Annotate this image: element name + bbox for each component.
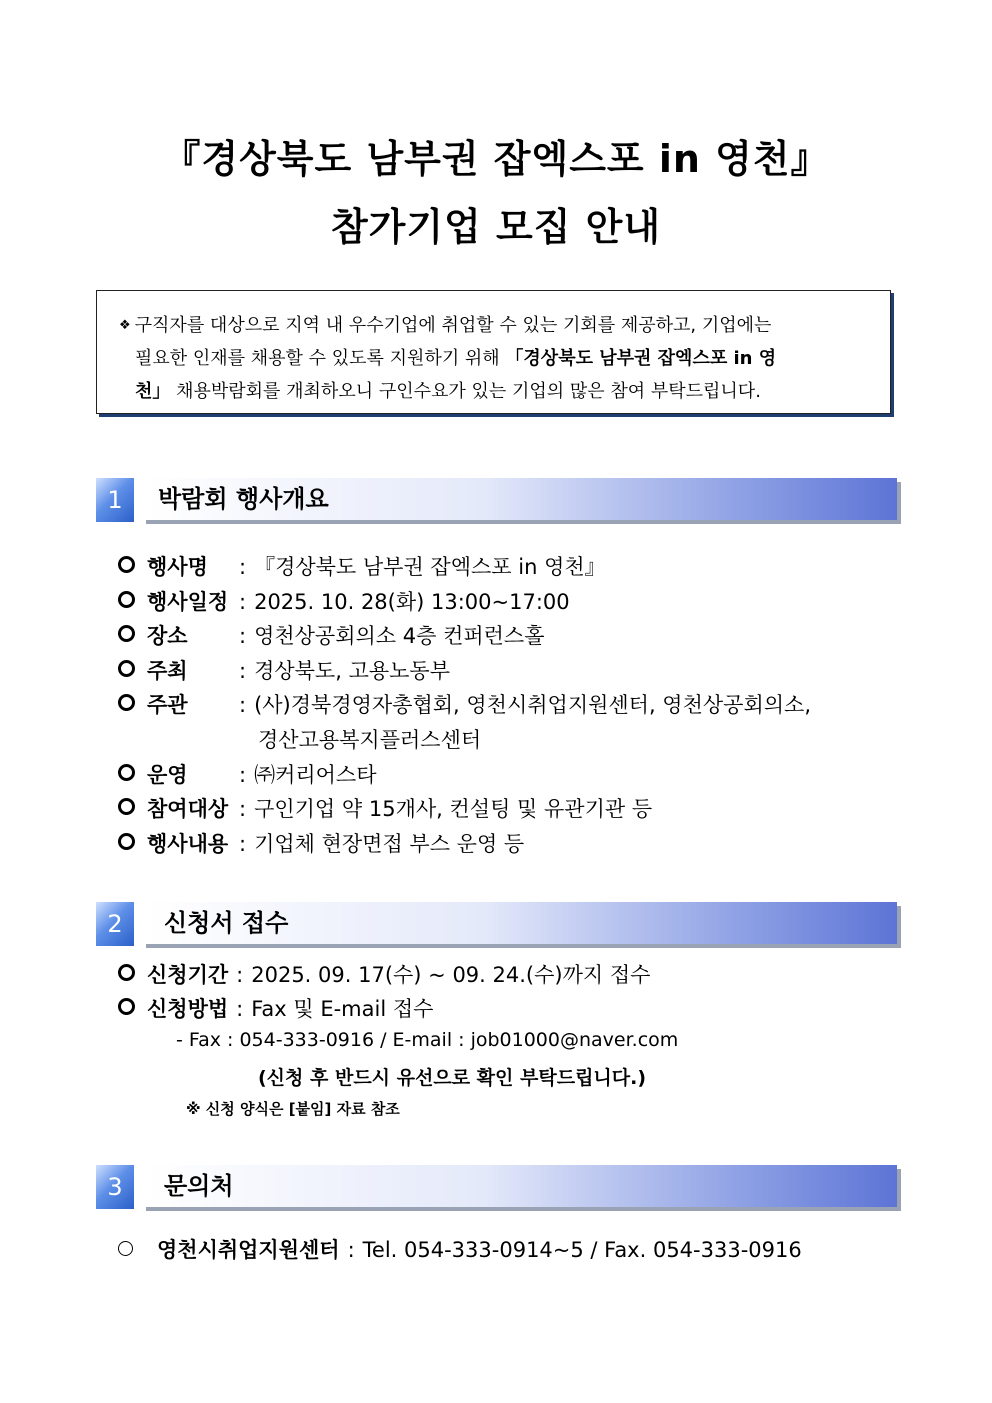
document-title-line1: 『경상북도 남부권 잡엑스포 in 영천』 bbox=[162, 137, 830, 181]
document-title-line2: 참가기업 모집 안내 bbox=[330, 205, 662, 249]
circle-bullet-icon bbox=[118, 660, 135, 677]
intro-line2: 필요한 인재를 채용할 수 있도록 지원하기 위해 「경상북도 남부권 잡엑스포 in 영 bbox=[135, 348, 777, 369]
contact-row: 영천시취업지원센터 : Tel. 054-333-0914~5 / Fax. 054-333-0916 bbox=[118, 1234, 802, 1264]
section-header-application bbox=[96, 902, 912, 948]
circle-bullet-icon bbox=[118, 964, 135, 981]
circle-bullet-icon bbox=[118, 998, 135, 1015]
circle-bullet-icon bbox=[118, 625, 135, 642]
contact-numbers: Tel. 054-333-0914~5 / Fax. 054-333-0916 bbox=[362, 1238, 802, 1262]
diamond-bullet-icon: ❖ bbox=[119, 318, 131, 333]
info-row-venue: 장소 : 영천상공회의소 4층 컨퍼런스홀 bbox=[118, 620, 545, 650]
contact-fax-email: - Fax : 054-333-0916 / E-mail : job01000@naver.com bbox=[176, 1029, 679, 1051]
info-row-event-name: 행사명 : 『경상북도 남부권 잡엑스포 in 영천』 bbox=[118, 551, 606, 581]
intro-line3: 천」 채용박람회를 개최하오니 구인수요가 있는 기업의 많은 참여 부탁드립니다. bbox=[135, 381, 761, 402]
info-row-host-continuation: 경산고용복지플러스센터 bbox=[258, 728, 482, 752]
info-row-schedule: 행사일정 : 2025. 10. 28(화) 13:00~17:00 bbox=[118, 586, 570, 616]
contact-org: 영천시취업지원센터 bbox=[157, 1238, 340, 1262]
section-header-contact bbox=[96, 1165, 912, 1211]
circle-bullet-icon bbox=[118, 591, 135, 608]
section-title: 박람회 행사개요 bbox=[158, 485, 329, 513]
confirm-note: (신청 후 반드시 유선으로 확인 부탁드립니다.) bbox=[258, 1067, 647, 1089]
circle-bullet-icon bbox=[118, 694, 135, 711]
circle-bullet-icon bbox=[118, 556, 135, 573]
intro-box bbox=[96, 290, 891, 414]
section-number-badge: 1 bbox=[96, 478, 134, 522]
circle-bullet-icon bbox=[118, 833, 135, 850]
info-row-organizer: 주최 : 경상북도, 고용노동부 bbox=[118, 655, 450, 685]
section-number-badge: 3 bbox=[96, 1165, 134, 1209]
form-reference-note: ※ 신청 양식은 [붙임] 자료 참조 bbox=[186, 1100, 400, 1118]
section-number-badge: 2 bbox=[96, 902, 134, 946]
section-header-overview bbox=[96, 478, 912, 524]
section-title: 신청서 접수 bbox=[164, 909, 289, 937]
section-header-bar bbox=[146, 1165, 897, 1207]
circle-bullet-icon bbox=[118, 798, 135, 815]
info-row-application-method: 신청방법 : Fax 및 E-mail 접수 bbox=[118, 993, 433, 1023]
info-row-operator: 운영 : ㈜커리어스타 bbox=[118, 759, 377, 789]
circle-bullet-icon bbox=[118, 1241, 133, 1256]
info-row-participants: 참여대상 : 구인기업 약 15개사, 컨설팅 및 유관기관 등 bbox=[118, 793, 652, 823]
intro-line1: ❖ 구직자를 대상으로 지역 내 우수기업에 취업할 수 있는 기회를 제공하고, 기업에는 bbox=[119, 315, 772, 336]
info-row-content: 행사내용 : 기업체 현장면접 부스 운영 등 bbox=[118, 828, 524, 858]
circle-bullet-icon bbox=[118, 764, 135, 781]
info-row-application-period: 신청기간 : 2025. 09. 17(수) ~ 09. 24.(수)까지 접수 bbox=[118, 959, 650, 989]
section-title: 문의처 bbox=[164, 1172, 234, 1200]
info-row-host: 주관 : (사)경북경영자총협회, 영천시취업지원센터, 영천상공회의소, bbox=[118, 689, 811, 719]
